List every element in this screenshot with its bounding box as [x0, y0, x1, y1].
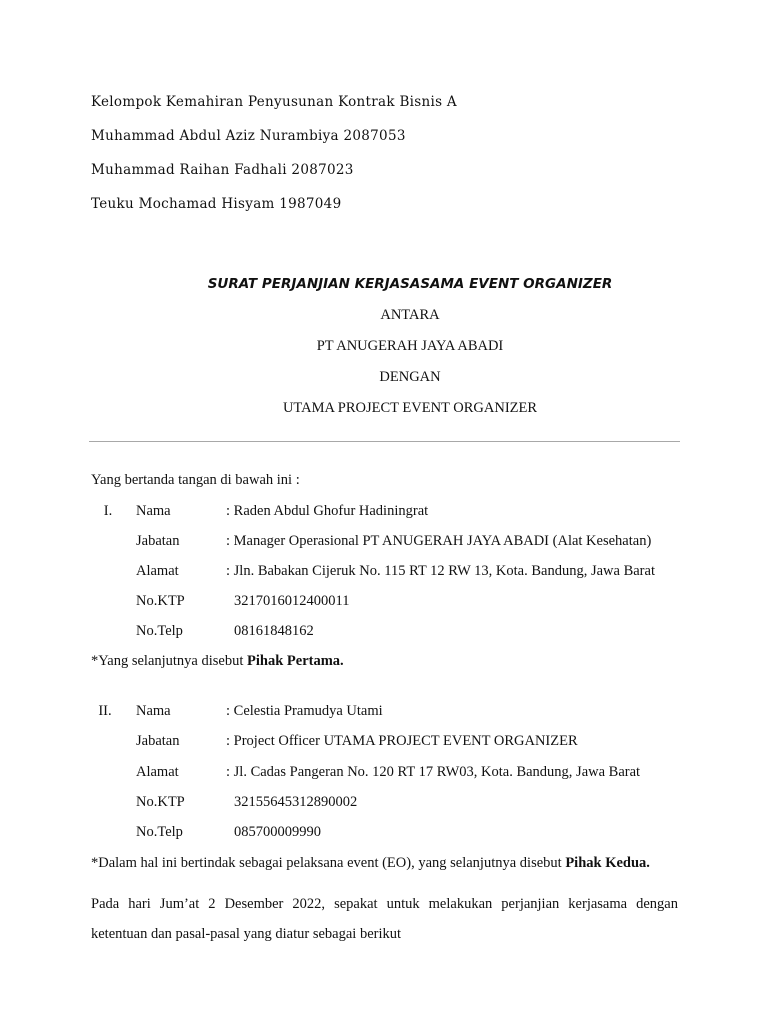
party-one-name-label: Nama [136, 503, 171, 519]
party-two-address-value: : Jl. Cadas Pangeran No. 120 RT 17 RW03, Kota. Bandung, Jawa Barat [226, 764, 641, 780]
title-party-2: UTAMA PROJECT EVENT ORGANIZER [282, 400, 538, 416]
party-two-name-value: : Celestia Pramudya Utami [226, 703, 383, 719]
party-two-note-text: *Dalam hal ini bertindak sebagai pelaksana event (EO), yang selanjutnya disebut [91, 855, 566, 871]
party-one-name-value: : Raden Abdul Ghofur Hadiningrat [226, 503, 429, 519]
party-one-note-text: *Yang selanjutnya disebut [91, 653, 248, 669]
party-one-address-label: Alamat [136, 563, 179, 579]
party-one-phone-value: 08161848162 [234, 623, 314, 639]
party-two-phone-value: 085700009990 [234, 824, 321, 840]
party-two-designation: Pihak Kedua. [565, 855, 650, 871]
group-name: Kelompok Kemahiran Penyusunan Kontrak Bisnis A [91, 94, 457, 110]
title-party-1: PT ANUGERAH JAYA ABADI [316, 338, 504, 354]
party-two-ktp-value: 32155645312890002 [234, 794, 358, 810]
party-two-number: II. [98, 703, 112, 719]
member-2: Muhammad Raihan Fadhali 2087023 [91, 162, 354, 178]
party-one-phone-label: No.Telp [136, 623, 183, 639]
party-one-ktp-value: 3217016012400011 [234, 593, 350, 609]
document-title: SURAT PERJANJIAN KERJASASAMA EVENT ORGANIZER [207, 276, 613, 292]
party-two-address-label: Alamat [136, 764, 179, 780]
party-two-name-label: Nama [136, 703, 171, 719]
party-two-position-value: : Project Officer UTAMA PROJECT EVENT ORGANIZER [226, 733, 578, 749]
closing-line-2: ketentuan dan pasal-pasal yang diatur sebagai berikut [91, 926, 402, 942]
member-3: Teuku Mochamad Hisyam 1987049 [91, 196, 342, 212]
party-one-ktp-label: No.KTP [136, 593, 185, 609]
intro-text: Yang bertanda tangan di bawah ini : [91, 472, 300, 488]
title-dengan: DENGAN [379, 369, 441, 385]
party-two-ktp-label: No.KTP [136, 794, 185, 810]
party-two-phone-label: No.Telp [136, 824, 183, 840]
party-one-address-value: : Jln. Babakan Cijeruk No. 115 RT 12 RW 13, Kota. Bandung, Jawa Barat [226, 563, 655, 579]
party-two-position-label: Jabatan [136, 733, 180, 749]
party-one-number: I. [103, 503, 113, 519]
party-two-note [91, 855, 650, 872]
member-1: Muhammad Abdul Aziz Nurambiya 2087053 [91, 128, 406, 144]
party-one-position-value: : Manager Operasional PT ANUGERAH JAYA ABADI (Alat Kesehatan) [226, 533, 652, 549]
closing-line-1: Pada hari Jum’at 2 Desember 2022, sepakat untuk melakukan perjanjian kerjasama dengan [91, 896, 678, 912]
title-antara: ANTARA [380, 307, 440, 323]
divider [89, 441, 680, 442]
party-one-position-label: Jabatan [136, 533, 180, 549]
party-one-note [91, 653, 344, 670]
party-one-designation: Pihak Pertama. [247, 653, 344, 669]
